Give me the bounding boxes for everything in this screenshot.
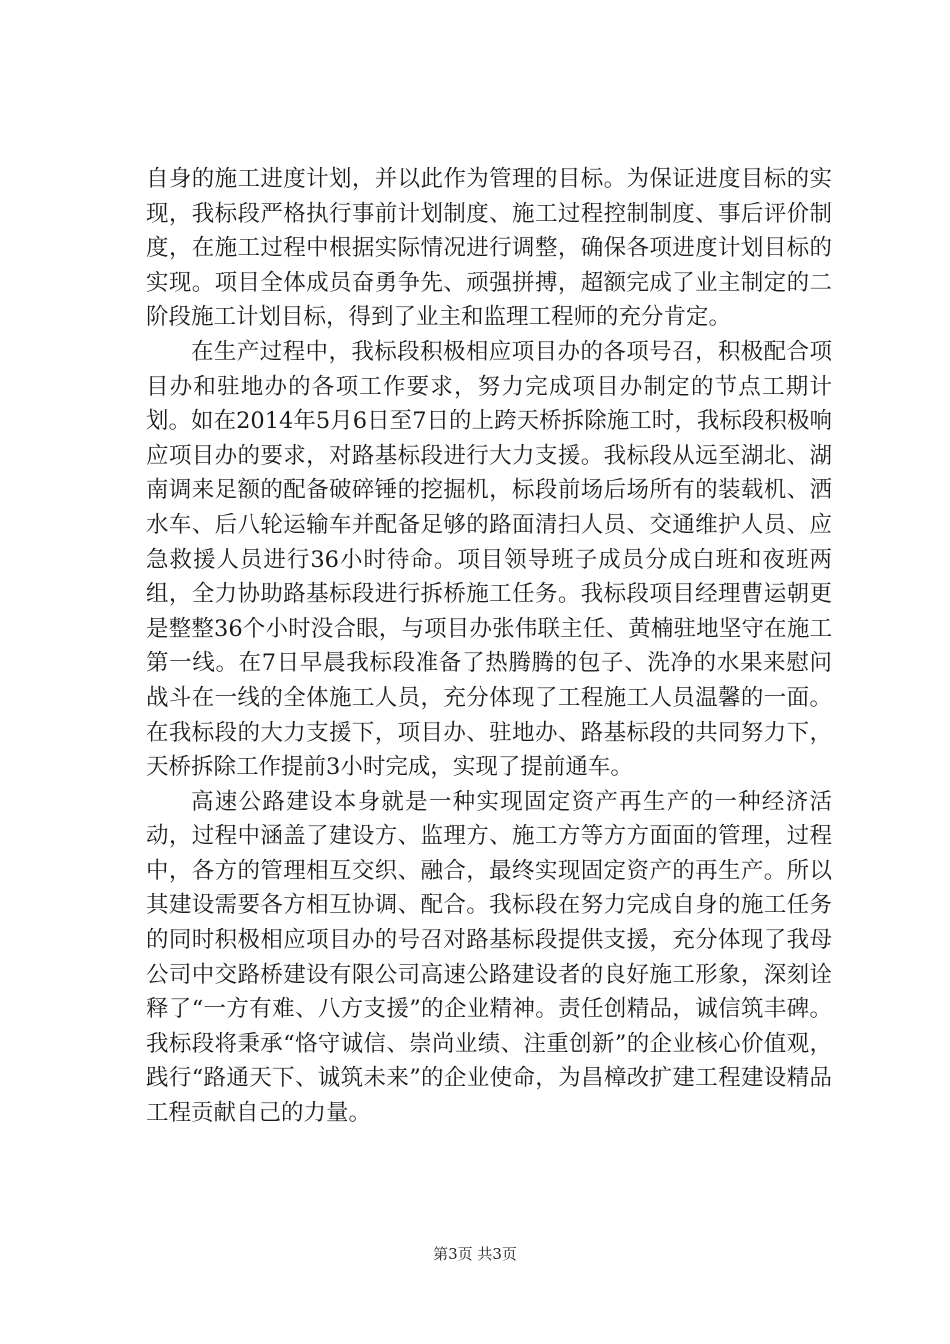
total-pages: 共3页 xyxy=(477,1245,517,1263)
paragraph-3: 高速公路建设本身就是一种实现固定资产再生产的一种经济活动，过程中涵盖了建设方、监理方、施工方等方方面面的管理，过程中，各方的管理相互交织、融合，最终实现固定资产的再生产。所以其建设需要各方相互协调、配合。我标段在努力完成自身的施工任务的同时积极相应项目办的号召对路基标段提供支援，充分体现了我母公司中交路桥建设有限公司高速公路建设者的良好施工形象，深刻诠释了“一方有难、八方支援”的企业精神。责任创精品，诚信筑丰碑。我标段将秉承“恪守诚信、崇尚业绩、注重创新”的企业核心价值观，践行“路通天下、诚筑未来”的企业使命，为昌樟改扩建工程建设精品工程贡献自己的力量。 xyxy=(146,788,832,1127)
page-number: 第3页 xyxy=(433,1245,473,1263)
paragraph-2: 在生产过程中，我标段积极相应项目办的各项号召，积极配合项目办和驻地办的各项工作要求，努力完成项目办制定的节点工期计划。如在2014年5月6日至7日的上跨天桥拆除施工时，我标段积极响应项目办的要求，对路基标段进行大力支援。我标段从远至湖北、湖南调来足额的配备破碎锤的挖掘机，标段前场后场所有的装载机、洒水车、后八轮运输车并配备足够的路面清扫人员、交通维护人员、应急救援人员进行36小时待命。项目领导班子成员分成白班和夜班两组，全力协助路基标段进行拆桥施工任务。我标段项目经理曹运朝更是整整36个小时没合眼，与项目办张伟联主任、黄楠驻地坚守在施工第一线。在7日早晨我标段准备了热腾腾的包子、洗净的水果来慰问战斗在一线的全体施工人员，充分体现了工程施工人员温馨的一面。在我标段的大力支援下，项目办、驻地办、路基标段的共同努力下，天桥拆除工作提前3小时完成，实现了提前通车。 xyxy=(146,338,832,781)
paragraph-1: 自身的施工进度计划，并以此作为管理的目标。为保证进度目标的实现，我标段严格执行事前计划制度、施工过程控制制度、事后评价制度，在施工过程中根据实际情况进行调整，确保各项进度计划目标的实现。项目全体成员奋勇争先、顽强拼搏，超额完成了业主制定的二阶段施工计划目标，得到了业主和监理工程师的充分肯定。 xyxy=(146,166,832,331)
document-body xyxy=(146,162,832,1131)
page-footer xyxy=(0,1244,950,1264)
